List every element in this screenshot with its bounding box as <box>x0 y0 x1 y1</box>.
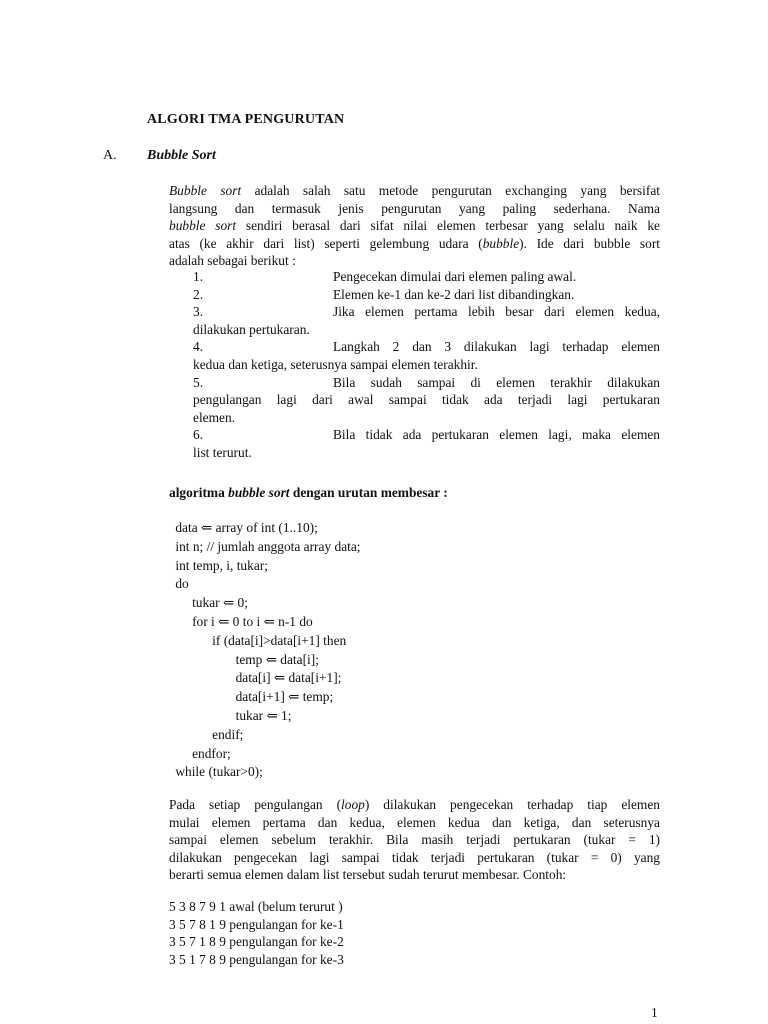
intro-line-4: atas (ke akhir dari list) seperti gelembung udara (bubble). Ide dari bubble sort <box>169 235 660 251</box>
page-number: 1 <box>651 1005 658 1020</box>
code-line: int temp, i, tukar; <box>172 557 268 573</box>
code-line: data[i] ⇐ data[i+1]; <box>172 670 342 686</box>
example-line: 5 3 8 7 9 1 awal (belum terurut ) <box>169 899 343 914</box>
intro-line-2: langsung dan termasuk jenis pengurutan yang paling sederhana. Nama <box>169 200 660 216</box>
code-line: while (tukar>0); <box>172 764 263 780</box>
para-line-3: sampai elemen sebelum terakhir. Bila masih terjadi pertukaran (tukar = 1) <box>169 832 660 848</box>
step-text: Langkah 2 dan 3 dilakukan lagi terhadap elemen <box>333 339 660 355</box>
list-item <box>193 303 660 338</box>
step-text: Bila tidak ada pertukaran elemen lagi, maka elemen <box>333 427 660 443</box>
example-line: 3 5 7 1 8 9 pengulangan for ke-2 <box>169 934 344 950</box>
step-continuation: list terurut. <box>193 444 252 460</box>
example-list <box>169 898 344 968</box>
list-item <box>193 374 660 427</box>
para-line-4: dilakukan pengecekan lagi sampai tidak terjadi pertukaran (tukar = 0) yang <box>169 849 660 865</box>
list-item <box>193 338 660 373</box>
para-line-5: berarti semua elemen dalam list tersebut sudah terurut membesar. Contoh: <box>169 867 567 883</box>
intro-line-1: Bubble sort adalah salah satu metode pengurutan exchanging yang bersifat <box>169 183 660 198</box>
step-text: Jika elemen pertama lebih besar dari elemen kedua, <box>333 304 660 320</box>
intro-line-3: bubble sort sendiri berasal dari sifat nilai elemen terbesar yang selalu naik ke <box>169 218 660 234</box>
example-line: 3 5 7 8 1 9 pengulangan for ke-1 <box>169 916 344 932</box>
code-line: data[i+1] ⇐ temp; <box>172 689 334 705</box>
para-line-2: mulai elemen pertama dan kedua, elemen kedua dan ketiga, dan seterusnya <box>169 814 660 830</box>
step-text: Elemen ke-1 dan ke-2 dari list dibandingkan. <box>333 286 575 302</box>
code-line: endif; <box>172 726 244 742</box>
step-number: 2. <box>193 286 204 302</box>
intro-line-5: adalah sebagai berikut : <box>169 253 296 269</box>
list-item <box>193 426 660 461</box>
code-line: do <box>172 576 189 592</box>
page-title: ALGORI TMA PENGURUTAN <box>147 112 345 127</box>
list-item <box>193 268 660 286</box>
intro-paragraph <box>169 182 660 270</box>
code-line: temp ⇐ data[i]; <box>172 651 319 667</box>
section-title: Bubble Sort <box>147 148 216 163</box>
step-continuation: elemen. <box>193 409 236 425</box>
step-continuation: pengulangan lagi dari awal sampai tidak ada terjadi lagi pertukaran <box>193 392 660 408</box>
step-continuation: dilakukan pertukaran. <box>193 321 310 337</box>
algorithm-heading: algoritma bubble sort dengan urutan membesar : <box>169 485 448 500</box>
code-line: tukar ⇐ 0; <box>172 595 248 611</box>
step-continuation: kedua dan ketiga, seterusnya sampai elemen terakhir. <box>193 356 478 372</box>
code-line: for i ⇐ 0 to i ⇐ n-1 do <box>172 613 313 629</box>
list-item <box>193 286 660 304</box>
section-number: A. <box>103 148 117 163</box>
step-number: 1. <box>193 269 204 284</box>
code-line: int n; // jumlah anggota array data; <box>172 538 361 554</box>
step-number: 4. <box>193 339 204 355</box>
step-text: Bila sudah sampai di elemen terakhir dilakukan <box>333 374 660 390</box>
code-line: data ⇐ array of int (1..10); <box>172 520 318 535</box>
example-line: 3 5 1 7 8 9 pengulangan for ke-3 <box>169 951 344 967</box>
code-block <box>172 519 361 782</box>
explanation-paragraph <box>169 796 660 884</box>
code-line: if (data[i]>data[i+1] then <box>172 632 347 648</box>
step-number: 6. <box>193 427 204 443</box>
code-line: tukar ⇐ 1; <box>172 707 292 723</box>
step-number: 3. <box>193 304 204 320</box>
para-line-1: Pada setiap pengulangan (loop) dilakukan pengecekan terhadap tiap elemen <box>169 797 660 812</box>
step-number: 5. <box>193 374 204 390</box>
code-line: endfor; <box>172 745 231 761</box>
steps-list <box>193 268 660 462</box>
step-text: Pengecekan dimulai dari elemen paling awal. <box>333 269 577 284</box>
